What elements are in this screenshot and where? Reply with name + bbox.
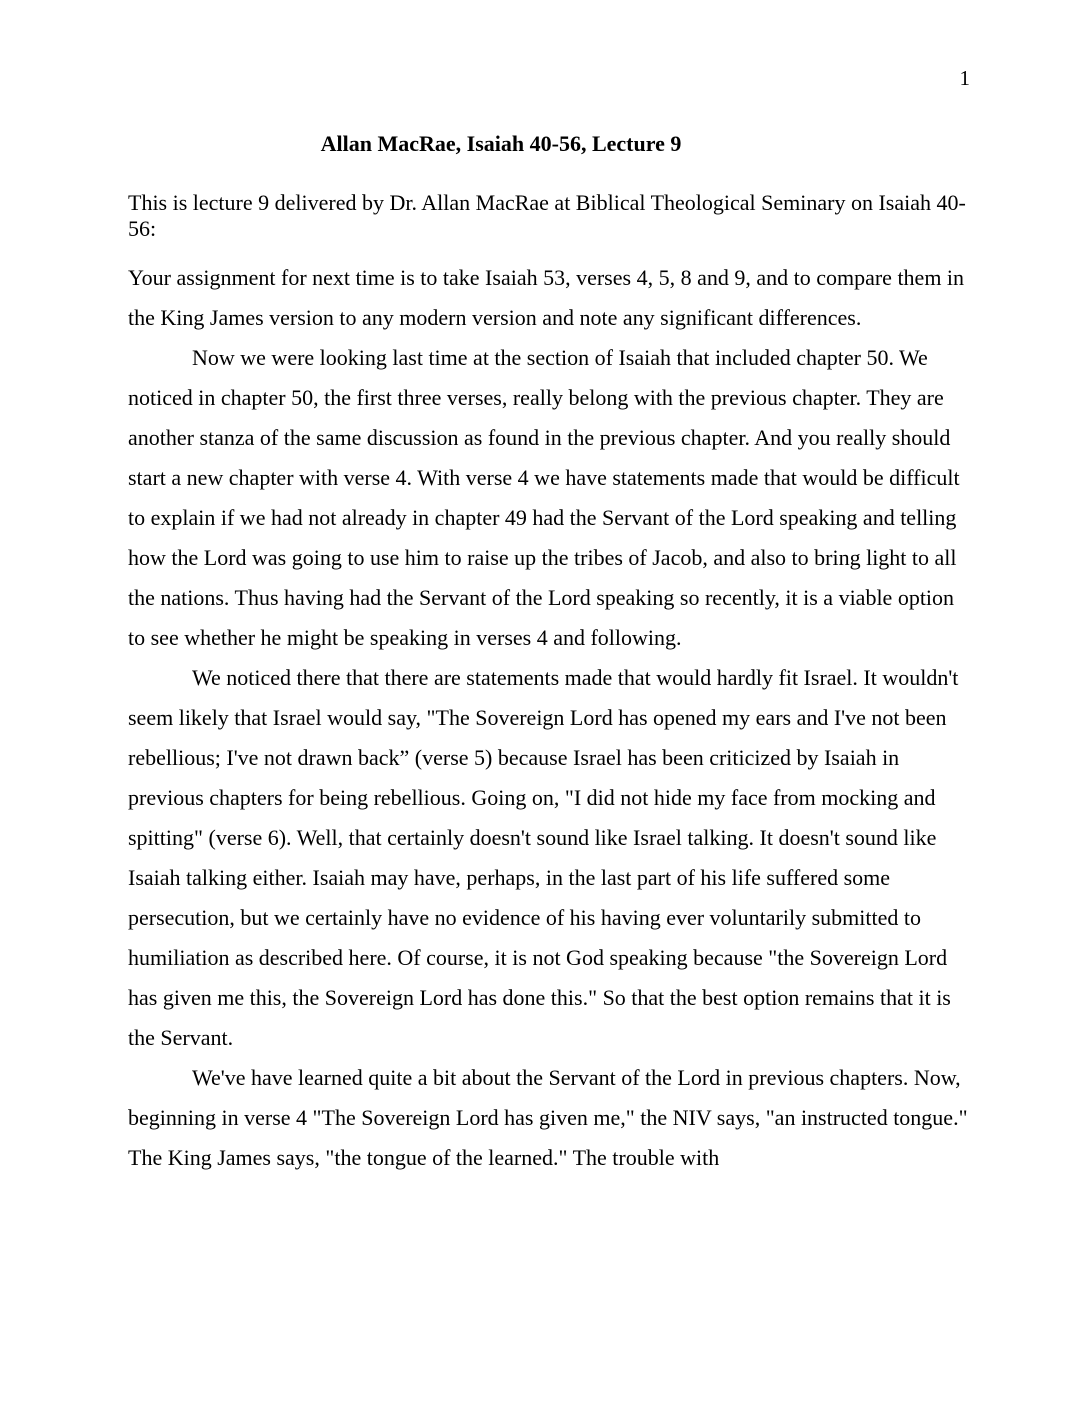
body-text xyxy=(128,258,968,1178)
intro-paragraph: This is lecture 9 delivered by Dr. Allan MacRae at Biblical Theological Seminary on Isaiah 40-56: xyxy=(128,190,966,241)
paragraph-assignment: Your assignment for next time is to take Isaiah 53, verses 4, 5, 8 and 9, and to compare them in the King James version to any modern version and note any significant differences. xyxy=(128,265,965,330)
paragraph-chapter-50: Now we were looking last time at the section of Isaiah that included chapter 50. We noticed in chapter 50, the first three verses, really belong with the previous chapter. They are another stanza of the same discussion as found in the previous chapter. And you really should start a new chapter with verse 4. With verse 4 we have statements made that would be difficult to explain if we had not already in chapter 49 had the Servant of the Lord speaking and telling how the Lord was going to use him to raise up the tribes of Jacob, and also to bring light to all the nations. Thus having had the Servant of the Lord speaking so recently, it is a viable option to see whether he might be speaking in verses 4 and following. xyxy=(128,345,960,650)
paragraph-servant: We've have learned quite a bit about the Servant of the Lord in previous chapters. Now, beginning in verse 4 "The Sovereign Lord has given me," the NIV says, "an instructed tongue." The King James says, "the tongue of the learned." The trouble with xyxy=(128,1065,968,1170)
page-number: 1 xyxy=(959,66,970,90)
paragraph-statements-israel: We noticed there that there are statements made that would hardly fit Israel. It wouldn't seem likely that Israel would say, "The Sovereign Lord has opened my ears and I've not been rebellious; I've not drawn back” (verse 5) because Israel has been criticized by Isaiah in previous chapters for being rebellious. Going on, "I did not hide my face from mocking and spitting" (verse 6). Well, that certainly doesn't sound like Israel talking. It doesn't sound like Isaiah talking either. Isaiah may have, perhaps, in the last part of his life suffered some persecution, but we certainly have no evidence of his having ever voluntarily submitted to humiliation as described here. Of course, it is not God speaking because "the Sovereign Lord has given me this, the Sovereign Lord has done this." So that the best option remains that it is the Servant. xyxy=(128,665,959,1050)
page-title: Allan MacRae, Isaiah 40-56, Lecture 9 xyxy=(320,131,682,156)
